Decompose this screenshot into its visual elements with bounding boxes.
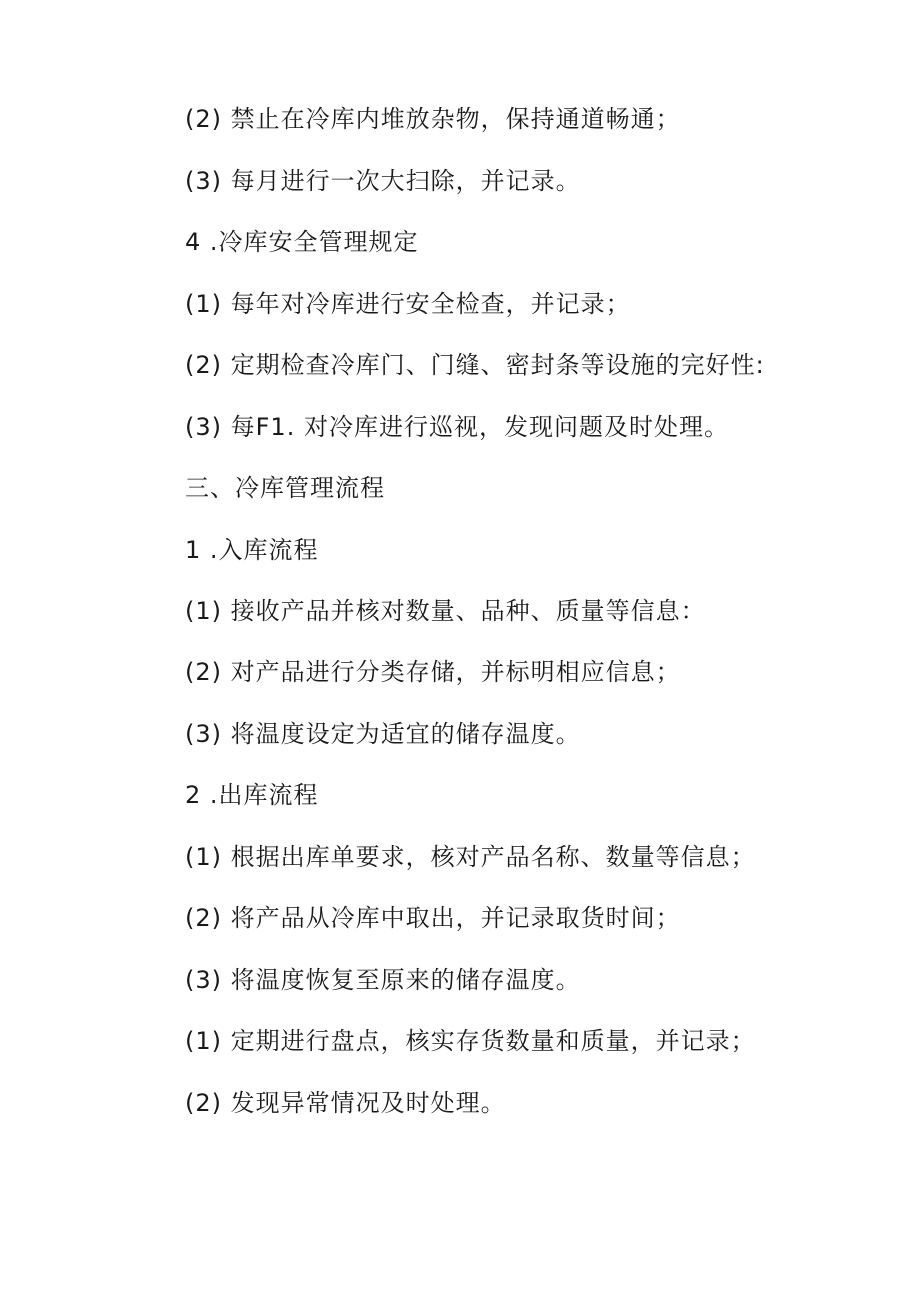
inventory-item-1-stocktake: (1) 定期进行盘点，核实存货数量和质量，并记录；: [185, 1027, 756, 1055]
rule-item-3-patrol: (3) 每F1. 对冷库进行巡视，发现问题及时处理。: [185, 413, 729, 441]
inbound-item-3-temperature: (3) 将温度设定为适宜的储存温度。: [185, 720, 581, 748]
outbound-item-1-verify: (1) 根据出库单要求，核对产品名称、数量等信息；: [185, 843, 756, 871]
inbound-item-2-classify: (2) 对产品进行分类存储，并标明相应信息；: [185, 658, 681, 686]
rule-item-1-annual-inspection: (1) 每年对冷库进行安全检查，并记录；: [185, 290, 631, 318]
rule-item-3-monthly-cleaning: (3) 每月进行一次大扫除，并记录。: [185, 167, 581, 195]
section-heading-4-safety-rules: 4 .冷库安全管理规定: [185, 228, 419, 256]
section-heading-2-outbound: 2 .出库流程: [185, 781, 319, 809]
inbound-item-1-receive: (1) 接收产品并核对数量、品种、质量等信息：: [185, 597, 706, 625]
section-heading-1-inbound: 1 .入库流程: [185, 536, 319, 564]
inventory-item-2-anomaly: (2) 发现异常情况及时处理。: [185, 1089, 506, 1117]
rule-item-2-door-seal-check: (2) 定期检查冷库门、门缝、密封条等设施的完好性:: [185, 351, 765, 379]
outbound-item-2-remove: (2) 将产品从冷库中取出，并记录取货时间；: [185, 904, 681, 932]
outbound-item-3-restore-temp: (3) 将温度恢复至原来的储存温度。: [185, 966, 581, 994]
rule-item-2-no-clutter: (2) 禁止在冷库内堆放杂物，保持通道畅通；: [185, 105, 681, 133]
chapter-heading-3-process: 三、冷库管理流程: [185, 474, 385, 502]
